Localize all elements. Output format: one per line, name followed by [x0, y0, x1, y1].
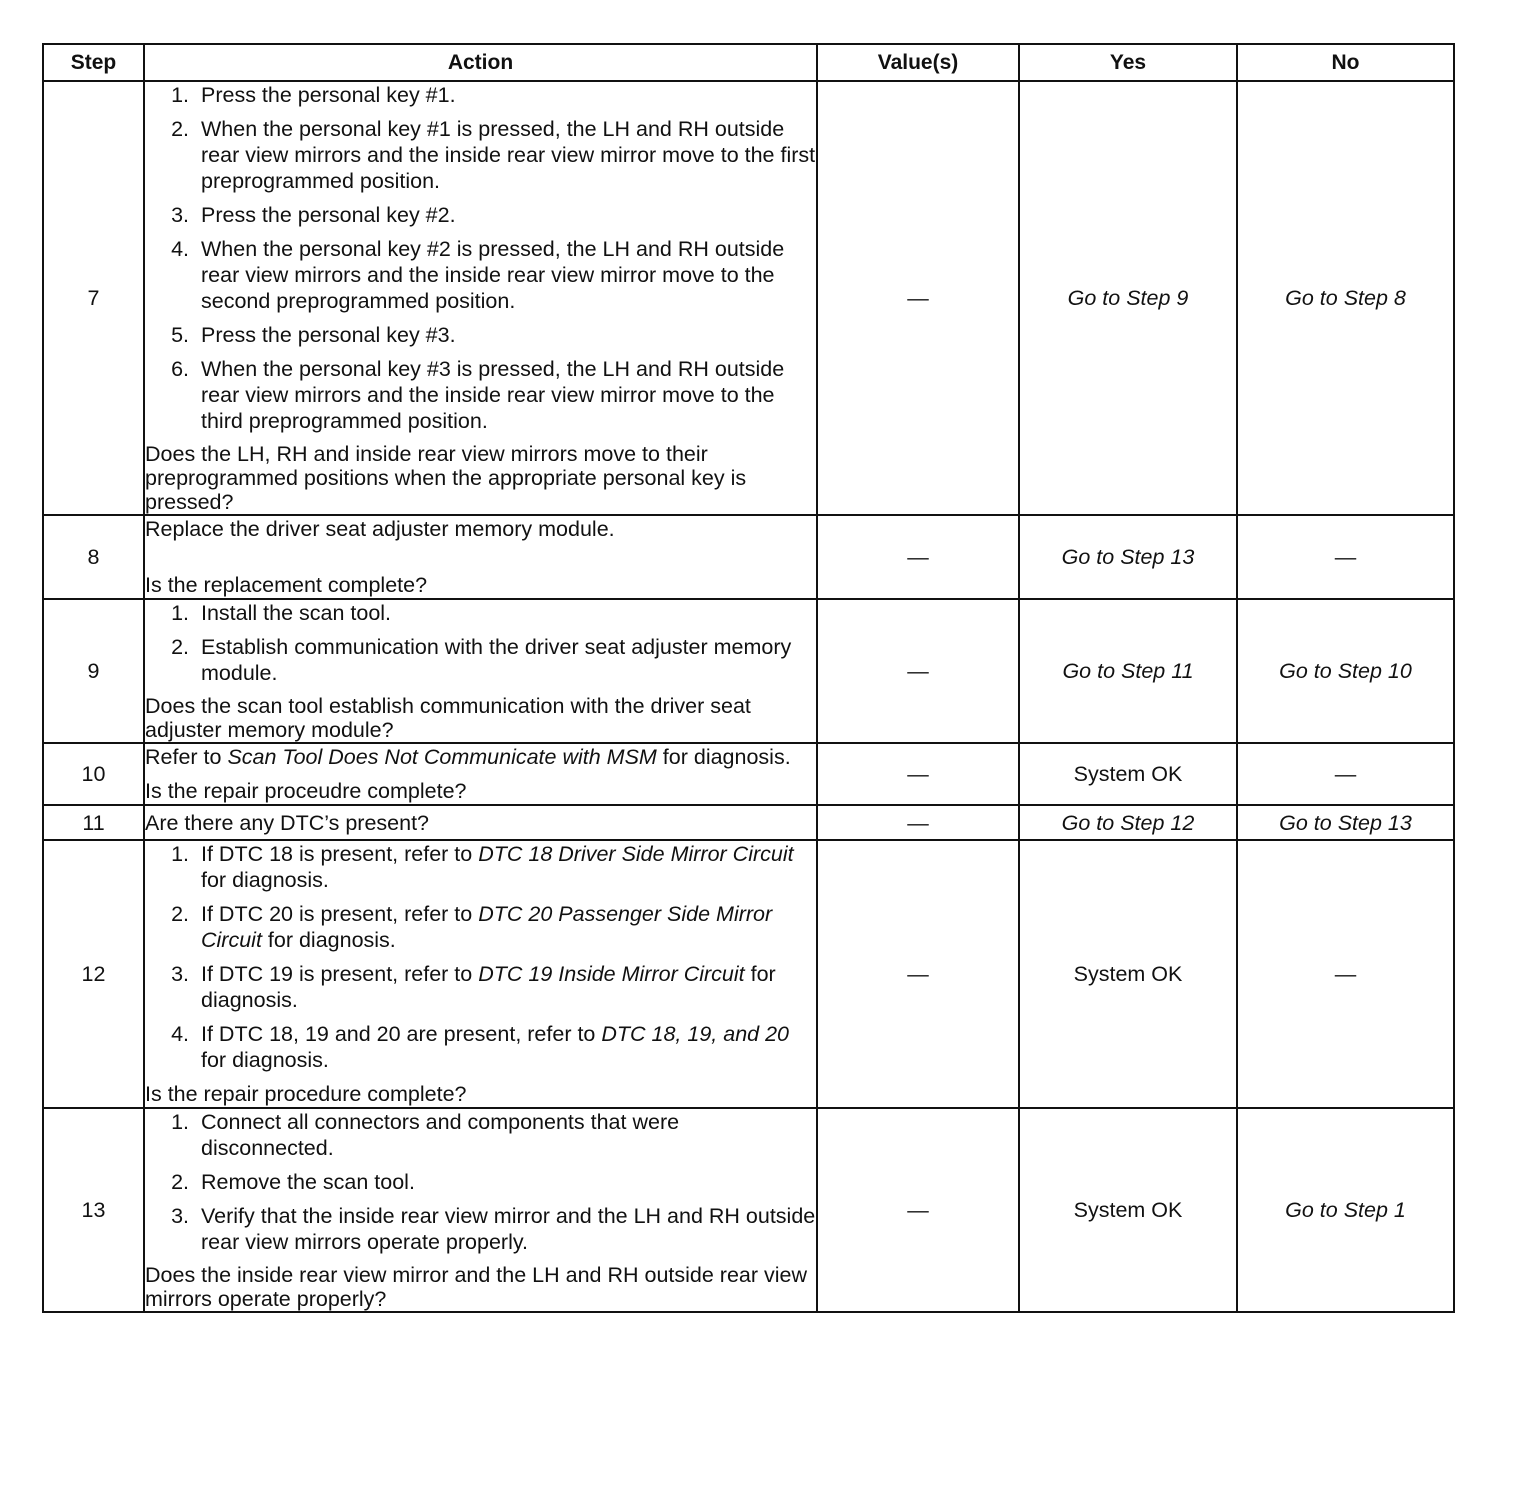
list-item: 1. Install the scan tool.: [171, 601, 392, 625]
table-row-step-8: [43, 515, 1454, 599]
action-question: Is the replacement complete?: [145, 573, 428, 597]
action-cell: [144, 81, 817, 515]
action-cell: [144, 1108, 817, 1312]
no-cell: Go to Step 8: [1237, 81, 1454, 515]
value-cell: —: [817, 515, 1019, 599]
step-number: 8: [43, 515, 144, 599]
yes-cell: System OK: [1019, 743, 1237, 805]
list-item: 2. If DTC 20 is present, refer to DTC 20 Passenger Side Mirror Circuit for diagnosis.: [171, 902, 773, 952]
action-cell: [144, 743, 817, 805]
step-number: 7: [43, 81, 144, 515]
step-number: 12: [43, 840, 144, 1108]
reference-link: DTC 20 Passenger Side Mirror Circuit: [201, 902, 773, 952]
diagnostic-table: [42, 43, 1455, 1313]
no-cell: —: [1237, 743, 1454, 805]
list-item: 5. Press the personal key #3.: [171, 323, 456, 347]
value-cell: —: [817, 81, 1019, 515]
value-cell: —: [817, 599, 1019, 743]
list-item: 1. Connect all connectors and components that were disconnected.: [171, 1110, 680, 1160]
action-question: Is the repair procedure complete?: [145, 1082, 467, 1106]
list-item: 4. When the personal key #2 is pressed, the LH and RH outside rear view mirrors and the inside rear view mirror move to the second preprogrammed position.: [171, 237, 785, 313]
step-number: 9: [43, 599, 144, 743]
value-cell: —: [817, 743, 1019, 805]
value-cell: —: [817, 1108, 1019, 1312]
yes-cell: Go to Step 13: [1019, 515, 1237, 599]
no-cell: Go to Step 10: [1237, 599, 1454, 743]
action-question: Does the scan tool establish communication with the driver seat adjuster memory module?: [145, 694, 751, 742]
header-action: Action: [144, 44, 817, 81]
list-item: 6. When the personal key #3 is pressed, the LH and RH outside rear view mirrors and the inside rear view mirror move to the third preprogrammed position.: [171, 357, 785, 433]
yes-cell: Go to Step 11: [1019, 599, 1237, 743]
table-row-step-7: [43, 81, 1454, 515]
value-cell: —: [817, 840, 1019, 1108]
action-list: [145, 1109, 816, 1255]
list-item: 1. If DTC 18 is present, refer to DTC 18 Driver Side Mirror Circuit for diagnosis.: [171, 842, 794, 892]
action-list: [145, 82, 816, 434]
list-item: 1. Press the personal key #1.: [171, 83, 456, 107]
value-cell: —: [817, 805, 1019, 840]
action-question: Is the repair proceudre complete?: [145, 779, 467, 803]
no-cell: Go to Step 13: [1237, 805, 1454, 840]
action-text: Replace the driver seat adjuster memory module.: [145, 517, 615, 541]
reference-link: DTC 19 Inside Mirror Circuit: [478, 962, 745, 986]
list-item: 4. If DTC 18, 19 and 20 are present, refer to DTC 18, 19, and 20 for diagnosis.: [171, 1022, 790, 1072]
table-row-step-9: [43, 599, 1454, 743]
list-item: 2. Establish communication with the driver seat adjuster memory module.: [171, 635, 792, 685]
header-step: Step: [43, 44, 144, 81]
no-cell: —: [1237, 515, 1454, 599]
table-row-step-12: [43, 840, 1454, 1108]
step-number: 10: [43, 743, 144, 805]
action-cell: [144, 599, 817, 743]
yes-cell: System OK: [1019, 840, 1237, 1108]
yes-cell: Go to Step 12: [1019, 805, 1237, 840]
table-row-step-13: [43, 1108, 1454, 1312]
yes-cell: Go to Step 9: [1019, 81, 1237, 515]
header-values: Value(s): [817, 44, 1019, 81]
list-item: 2. Remove the scan tool.: [171, 1170, 415, 1194]
action-cell: [144, 840, 817, 1108]
header-row: [43, 44, 1454, 81]
list-item: 3. Verify that the inside rear view mirror and the LH and RH outside rear view mirrors operate properly.: [171, 1204, 816, 1254]
reference-link: Scan Tool Does Not Communicate with MSM: [227, 745, 657, 769]
list-item: 3. Press the personal key #2.: [171, 203, 456, 227]
step-number: 13: [43, 1108, 144, 1312]
yes-cell: System OK: [1019, 1108, 1237, 1312]
no-cell: Go to Step 1: [1237, 1108, 1454, 1312]
action-cell: [144, 515, 817, 599]
step-number: 11: [43, 805, 144, 840]
reference-link: DTC 18, 19, and 20: [601, 1022, 790, 1046]
action-question: Does the LH, RH and inside rear view mirrors move to their preprogrammed positions when the appropriate personal key is pressed?: [145, 442, 747, 514]
list-item: 3. If DTC 19 is present, refer to DTC 19 Inside Mirror Circuit for diagnosis.: [171, 962, 776, 1012]
action-question: Are there any DTC’s present?: [144, 805, 817, 840]
action-list: [145, 600, 816, 686]
list-item: 2. When the personal key #1 is pressed, the LH and RH outside rear view mirrors and the inside rear view mirror move to the first preprogrammed position.: [171, 117, 816, 193]
no-cell: —: [1237, 840, 1454, 1108]
action-question: Does the inside rear view mirror and the LH and RH outside rear view mirrors operate properly?: [145, 1263, 808, 1311]
action-list: [145, 841, 816, 1073]
action-text: Refer to Scan Tool Does Not Communicate with MSM for diagnosis.: [145, 745, 791, 769]
header-yes: Yes: [1019, 44, 1237, 81]
reference-link: DTC 18 Driver Side Mirror Circuit: [478, 842, 794, 866]
table-row-step-10: [43, 743, 1454, 805]
header-no: No: [1237, 44, 1454, 81]
table-row-step-11: [43, 805, 1454, 840]
